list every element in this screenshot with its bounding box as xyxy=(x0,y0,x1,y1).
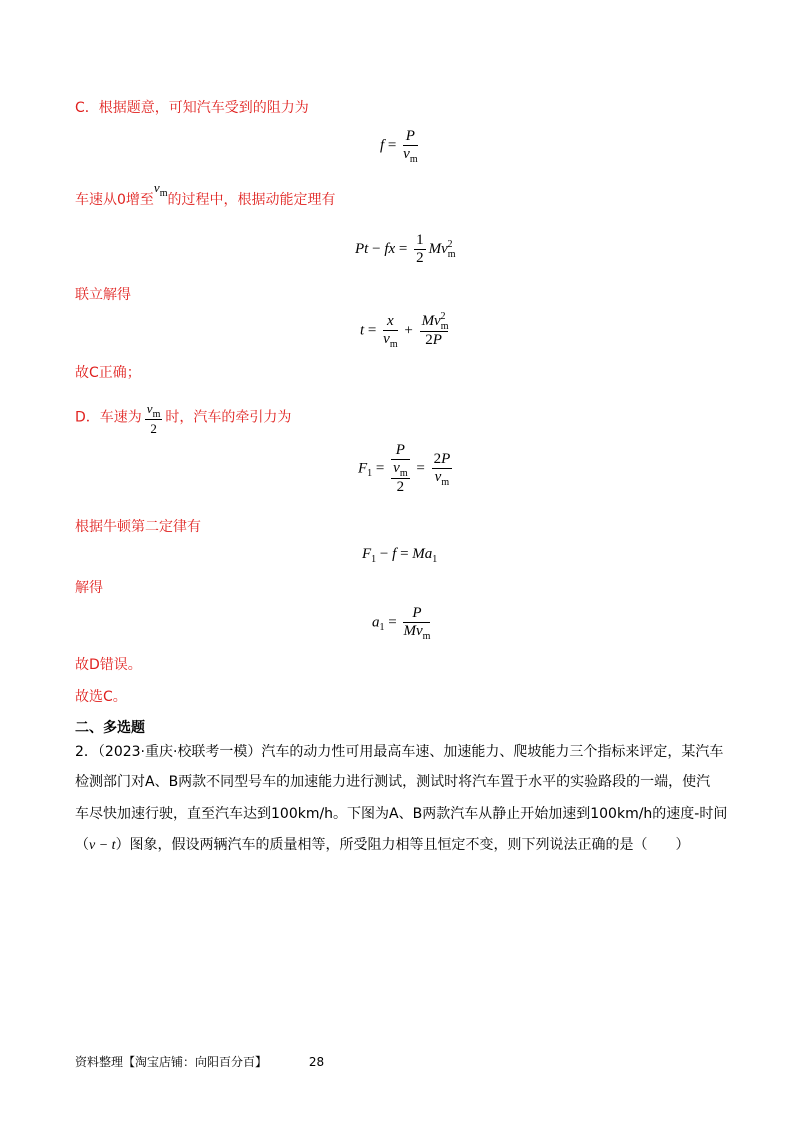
speed-range-text xyxy=(75,180,336,212)
page-number: 28 xyxy=(308,1055,325,1069)
vm-half-fraction: $\frac{v_m}{2}$ xyxy=(146,401,161,436)
d-prefix: D．车速为 xyxy=(75,409,142,426)
equation-traction: $F_1$ = $\frac{P}{\frac{v_m}{2}}$ = $\frac{2P}{v_m}$ xyxy=(358,442,451,495)
question-line-4 xyxy=(75,835,690,856)
speed-suffix: 的过程中，根据动能定理有 xyxy=(167,192,336,208)
equation-newton: $F_1 - f = Ma_1$ xyxy=(362,546,438,565)
question-line-3: 车尽快加速行驶，直至汽车达到100km/h。下图为A、B两款汽车从静止开始加速到100km/h的速度-时间 xyxy=(75,806,728,822)
question-line-4-prefix: （ xyxy=(75,837,89,853)
d-wrong-text: 故D错误。 xyxy=(75,657,142,673)
question-line-4-suffix: ）图象，假设两辆汽车的质量相等，所受阻力相等且恒定不变，则下列说法正确的是（ ） xyxy=(115,837,690,853)
equation-acceleration: $a_1$ = $\frac{P}{Mv_m}$ xyxy=(372,605,431,642)
section-title: 二、多选题 xyxy=(75,720,145,736)
vm-symbol: $v_m$ xyxy=(153,180,168,199)
equation-resistance: f = $\frac{P}{v_m}$ xyxy=(380,128,418,165)
d-intro-text xyxy=(75,400,291,437)
d-suffix: 时，汽车的牵引力为 xyxy=(165,409,292,426)
solve-text: 解得 xyxy=(75,580,103,596)
question-line-1: 2．（2023·重庆·校联考一模）汽车的动力性可用最高车速、加速能力、爬坡能力三个指标来评定，某汽车 xyxy=(75,744,724,760)
page-footer xyxy=(75,1053,324,1070)
speed-prefix: 车速从0增至 xyxy=(75,192,154,208)
answer-text: 故选C。 xyxy=(75,689,127,705)
combine-text: 联立解得 xyxy=(75,287,131,303)
question-line-2: 检测部门对A、B两款不同型号车的加速能力进行测试，测试时将汽车置于水平的实验路段的一端，使汽 xyxy=(75,774,711,790)
equation-time: t = $\frac{x}{v_m}$ + $\frac{Mv_m^2}{2P}$ xyxy=(360,311,449,350)
vt-symbol: v − t xyxy=(89,838,116,853)
c-intro-text: C．根据题意，可知汽车受到的阻力为 xyxy=(75,100,309,116)
c-correct-text: 故C正确； xyxy=(75,365,141,381)
footer-source: 资料整理【淘宝店铺：向阳百分百】 xyxy=(75,1055,268,1069)
equation-energy: Pt − fx = $\frac{1}{2}$ $Mv_m^2$ xyxy=(355,232,456,266)
newton-text: 根据牛顿第二定律有 xyxy=(75,519,201,535)
